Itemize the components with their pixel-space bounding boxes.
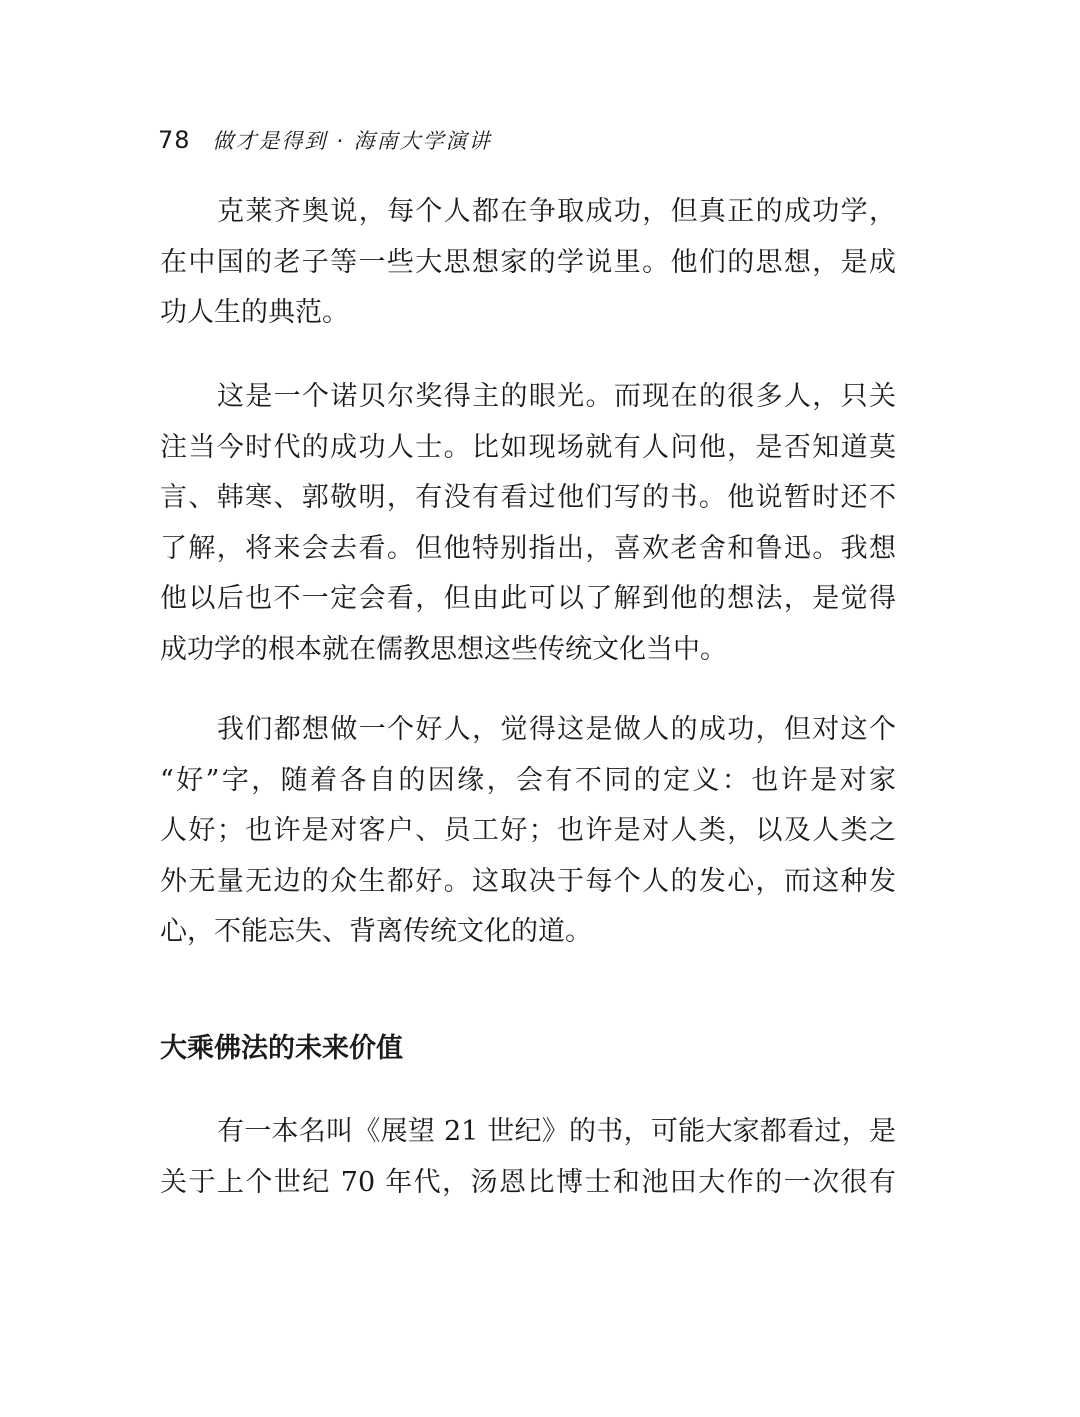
paragraph-1 [160, 187, 896, 339]
text-line: 有一本名叫《展望 21 世纪》的书，可能大家都看过，是 [217, 1116, 896, 1147]
text-line: 外无量无边的众生都好。这取决于每个人的发心，而这种发 [160, 865, 896, 897]
text-line: “好”字，随着各自的因缘，会有不同的定义：也许是对家 [160, 764, 896, 796]
text-line: 这是一个诺贝尔奖得主的眼光。而现在的很多人，只关 [217, 381, 896, 412]
text-line: 心，不能忘失、背离传统文化的道。 [160, 916, 592, 947]
text-line: 克莱齐奥说，每个人都在争取成功，但真正的成功学， [217, 196, 896, 227]
text-line: 人好；也许是对客户、员工好；也许是对人类，以及人类之 [160, 815, 896, 846]
section-heading: 大乘佛法的未来价值 [160, 1033, 403, 1064]
text-line: 在中国的老子等一些大思想家的学说里。他们的思想，是成 [160, 246, 896, 278]
paragraph-3 [160, 705, 896, 958]
text-line: 我们都想做一个好人，觉得这是做人的成功，但对这个 [217, 714, 896, 745]
page-number: 78 [158, 126, 191, 154]
text-line: 功人生的典范。 [160, 297, 349, 328]
text-line: 注当今时代的成功人士。比如现场就有人问他，是否知道莫 [160, 431, 896, 463]
text-line: 了解，将来会去看。但他特别指出，喜欢老舍和鲁迅。我想 [160, 532, 896, 564]
paragraph-4 [160, 1107, 896, 1208]
text-line: 成功学的根本就在儒教思想这些传统文化当中。 [160, 633, 727, 665]
text-line: 他以后也不一定会看，但由此可以了解到他的想法，是觉得 [160, 583, 896, 614]
paragraph-2 [160, 372, 896, 675]
text-line: 关于上个世纪 70 年代，汤恩比博士和池田大作的一次很有 [160, 1166, 896, 1198]
text-line: 言、韩寒、郭敬明，有没有看过他们写的书。他说暂时还不 [160, 482, 896, 513]
running-title: 做才是得到 · 海南大学演讲 [212, 129, 492, 153]
running-header [158, 124, 492, 156]
